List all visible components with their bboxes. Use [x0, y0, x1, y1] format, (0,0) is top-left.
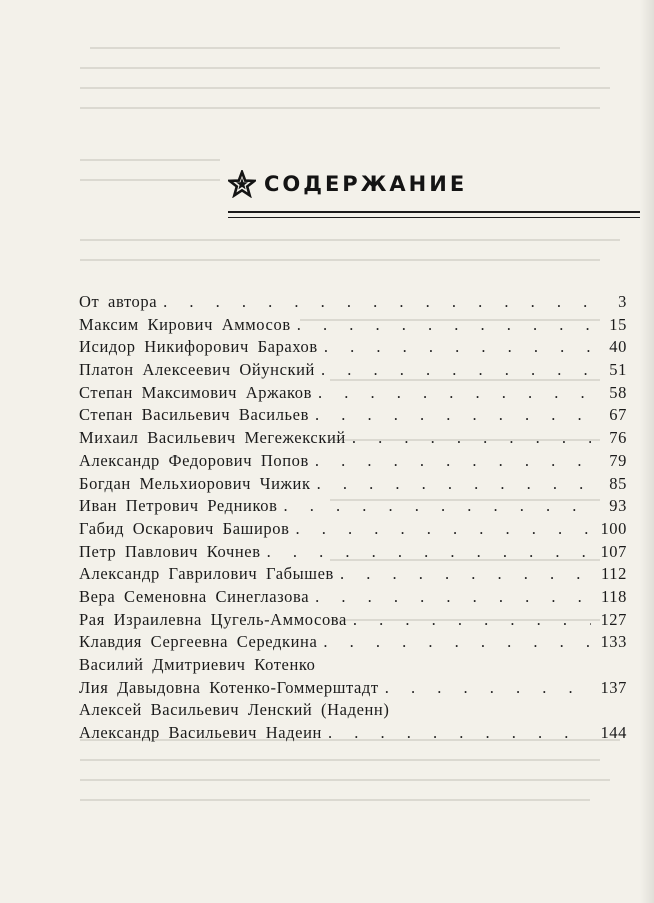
dot-leader — [315, 587, 591, 607]
toc-entry-title: Василий Дмитриевич Котенко — [79, 655, 316, 674]
toc-entry-title: Рая Израилевна Цугель-Аммосова — [79, 609, 347, 629]
toc-entry-page: 3 — [618, 292, 627, 311]
toc-entry-page: 127 — [600, 609, 627, 629]
toc-entry-title: Александр Гаврилович Габышев — [79, 564, 334, 584]
heading-rule-thin — [228, 217, 640, 218]
toc-entry-page: 144 — [600, 723, 627, 743]
toc-entry-title: Богдан Мельхиорович Чижик — [79, 473, 311, 493]
toc-entry-page: 79 — [609, 450, 627, 470]
toc-entry-title: Исидор Никифорович Барахов — [79, 337, 318, 357]
dot-leader — [324, 337, 591, 357]
dot-leader — [318, 383, 591, 403]
dot-leader — [317, 474, 591, 494]
dot-leader — [284, 496, 591, 516]
dot-leader — [297, 315, 591, 335]
dot-leader — [321, 360, 591, 380]
table-of-contents — [79, 292, 627, 746]
toc-entry — [79, 383, 627, 406]
toc-entry-page: 133 — [600, 632, 627, 652]
toc-entry-title: Александр Федорович Попов — [79, 450, 309, 470]
page-edge-shadow — [640, 0, 654, 903]
dot-leader — [385, 678, 591, 698]
toc-entry — [79, 587, 627, 610]
toc-entry — [79, 678, 627, 701]
toc-entry-title: Степан Максимович Аржаков — [79, 382, 313, 402]
toc-entry-title: Иван Петрович Редников — [79, 496, 278, 516]
toc-entry — [79, 496, 627, 519]
dot-leader — [267, 542, 591, 562]
dot-leader — [315, 451, 591, 471]
toc-entry — [79, 428, 627, 451]
toc-entry — [79, 519, 627, 542]
dot-leader — [323, 632, 591, 652]
toc-entry-page: 100 — [600, 518, 627, 538]
toc-entry-page: 58 — [609, 382, 627, 402]
toc-entry — [79, 632, 627, 655]
toc-entry — [79, 405, 627, 428]
toc-entry-page: 107 — [600, 541, 627, 561]
toc-entry — [79, 315, 627, 338]
dot-leader — [352, 428, 591, 448]
heading-rule-thick — [228, 211, 640, 213]
toc-entry-page: 112 — [601, 564, 627, 584]
toc-entry-title: Александр Васильевич Надеин — [79, 723, 322, 743]
toc-entry-page: 67 — [609, 405, 627, 425]
toc-entry — [79, 610, 627, 633]
dot-leader — [163, 292, 591, 312]
toc-entry-title: Петр Павлович Кочнев — [79, 541, 261, 561]
toc-entry — [79, 564, 627, 587]
page-title: СОДЕРЖАНИЕ — [264, 172, 468, 196]
toc-entry-title: Степан Васильевич Васильев — [79, 405, 309, 425]
toc-entry-page: 15 — [609, 314, 627, 334]
toc-entry — [79, 337, 627, 360]
toc-entry-title: Лия Давыдовна Котенко-Гоммерштадт — [79, 677, 379, 697]
toc-entry — [79, 451, 627, 474]
contents-heading — [228, 170, 467, 198]
dot-leader — [315, 405, 591, 425]
toc-entry — [79, 292, 627, 315]
toc-entry-title: Михаил Васильевич Мегежекский — [79, 428, 346, 448]
toc-entry-page: 118 — [601, 586, 627, 606]
toc-entry-page: 76 — [609, 428, 627, 448]
toc-entry-title: Вера Семеновна Синеглазова — [79, 586, 310, 606]
dot-leader — [296, 519, 592, 539]
toc-entry-page: 40 — [609, 337, 627, 357]
toc-entry — [79, 542, 627, 565]
toc-entry-title: От автора — [79, 292, 158, 311]
toc-entry-title: Платон Алексеевич Ойунский — [79, 360, 315, 380]
dot-leader — [353, 610, 591, 630]
toc-entry-page: 93 — [609, 496, 627, 516]
toc-entry-page: 137 — [600, 677, 627, 697]
toc-entry-title: Клавдия Сергеевна Середкина — [79, 632, 318, 652]
toc-entry — [79, 474, 627, 497]
toc-entry-title: Максим Кирович Аммосов — [79, 314, 291, 334]
toc-entry — [79, 655, 627, 678]
dot-leader — [340, 564, 591, 584]
toc-entry — [79, 700, 627, 723]
toc-entry-title: Алексей Васильевич Ленский (Наденн) — [79, 700, 390, 720]
dot-leader — [328, 723, 591, 743]
toc-entry — [79, 723, 627, 746]
toc-entry — [79, 360, 627, 383]
toc-entry-page: 85 — [609, 473, 627, 493]
star-icon — [228, 170, 256, 198]
toc-entry-title: Габид Оскарович Баширов — [79, 518, 290, 538]
toc-entry-page: 51 — [609, 360, 627, 380]
